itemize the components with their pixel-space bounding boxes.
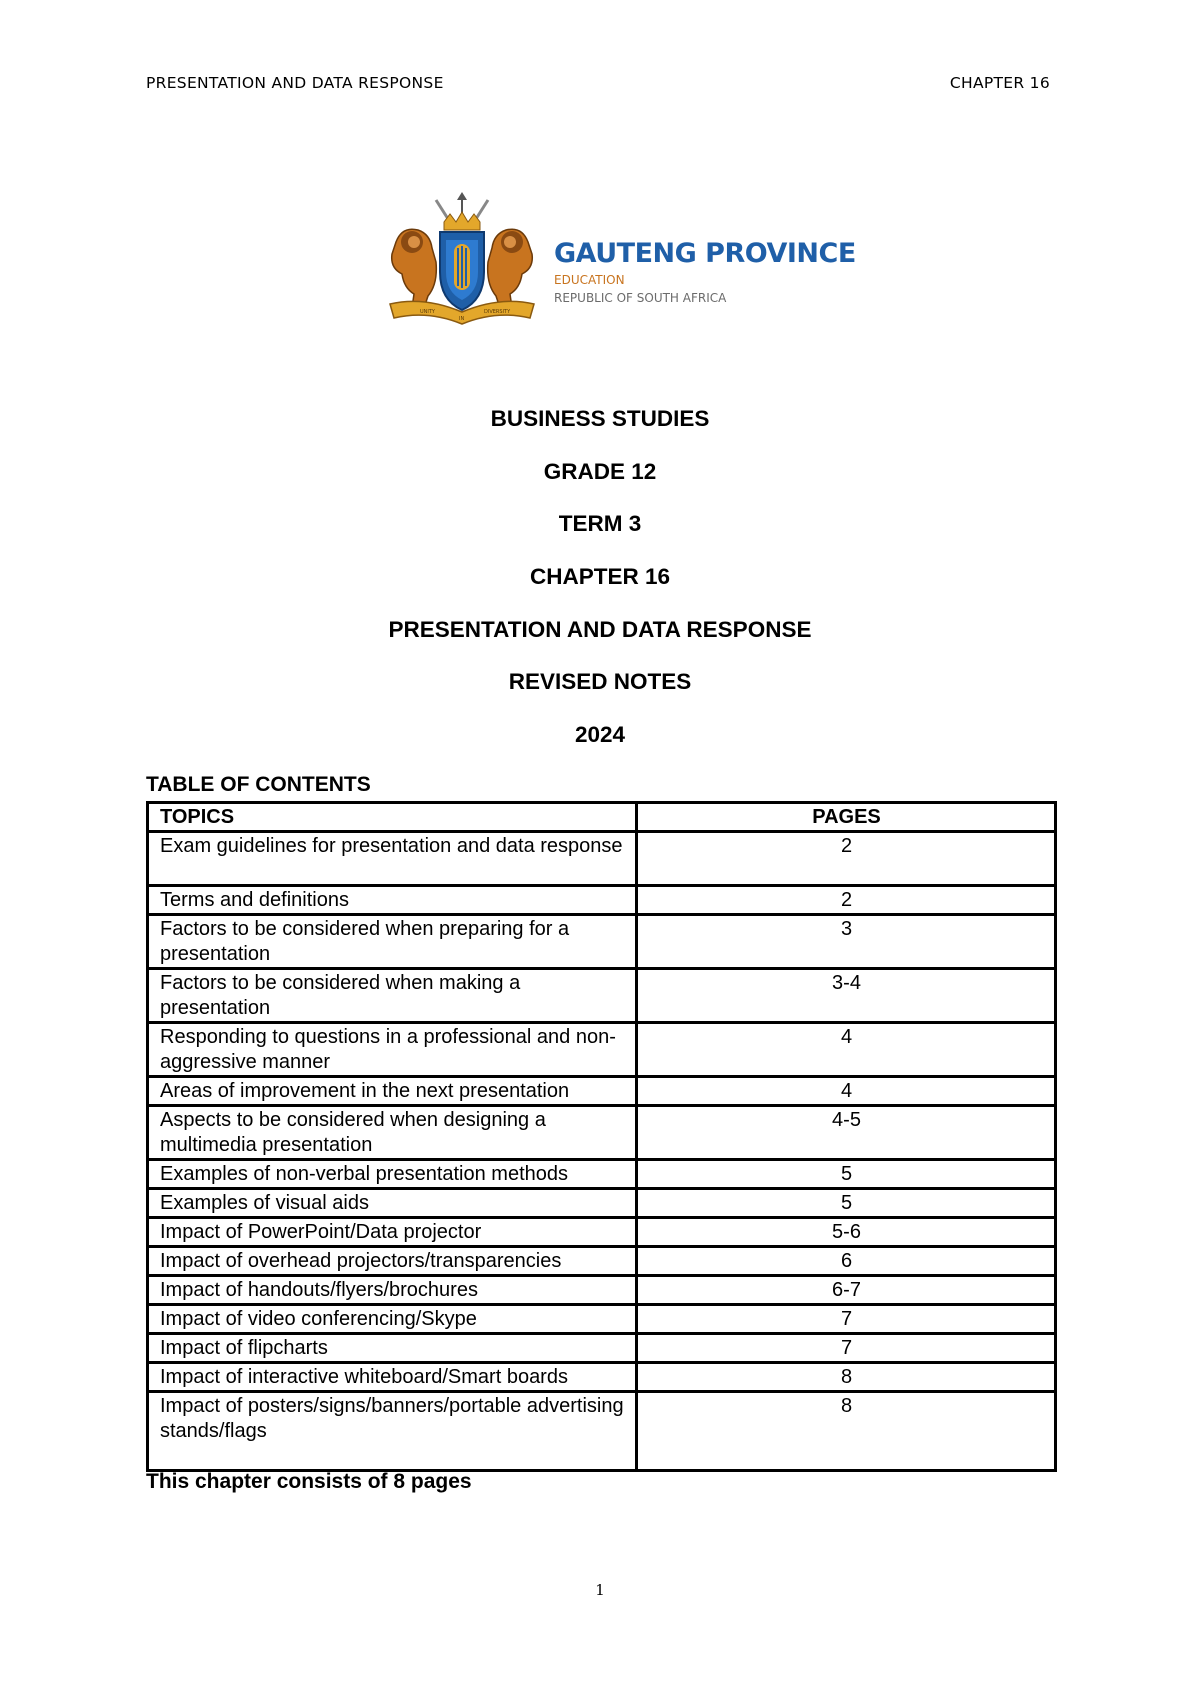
toc-topic: Terms and definitions [148, 886, 637, 915]
toc-topic: Impact of video conferencing/Skype [148, 1305, 637, 1334]
table-row [148, 1077, 1056, 1106]
table-row [148, 1247, 1056, 1276]
header-chapter: CHAPTER 16 [949, 74, 1050, 92]
motto-right: DIVERSITY [484, 309, 511, 315]
pages-column-header: PAGES [637, 803, 1056, 832]
toc-pages: 4 [637, 1077, 1056, 1106]
page-number: 1 [595, 1581, 605, 1599]
toc-pages: 4-5 [637, 1106, 1056, 1160]
table-row [148, 886, 1056, 915]
table-row [148, 1160, 1056, 1189]
toc-pages: 3-4 [637, 969, 1056, 1023]
toc-topic: Impact of PowerPoint/Data projector [148, 1218, 637, 1247]
table-row [148, 832, 1056, 886]
table-row [148, 1189, 1056, 1218]
toc-pages: 2 [637, 832, 1056, 886]
chapter-title: CHAPTER 16 [529, 564, 671, 590]
toc-topic: Impact of handouts/flyers/brochures [148, 1276, 637, 1305]
table-row [148, 1334, 1056, 1363]
page-header [146, 74, 1054, 98]
table-row [148, 1392, 1056, 1471]
header-title: PRESENTATION AND DATA RESPONSE [146, 74, 444, 92]
table-row [148, 1106, 1056, 1160]
year-title: 2024 [574, 722, 626, 748]
toc-topic: Aspects to be considered when designing a multimedia presentation [148, 1106, 637, 1160]
toc-pages: 6-7 [637, 1276, 1056, 1305]
table-row [148, 1218, 1056, 1247]
toc-pages: 8 [637, 1392, 1056, 1471]
logo-name: GAUTENG PROVINCE [554, 238, 856, 269]
table-row [148, 1363, 1056, 1392]
toc-table [146, 801, 1057, 1472]
notes-title: REVISED NOTES [508, 669, 692, 695]
toc-topic: Impact of overhead projectors/transparencies [148, 1247, 637, 1276]
toc-topic: Examples of non-verbal presentation methods [148, 1160, 637, 1189]
gauteng-logo [384, 192, 856, 327]
toc-pages: 6 [637, 1247, 1056, 1276]
coat-of-arms-icon [384, 192, 856, 327]
toc-pages: 7 [637, 1305, 1056, 1334]
table-row [148, 1276, 1056, 1305]
motto-left: UNITY [420, 309, 435, 315]
toc-header-row [148, 803, 1056, 832]
term-title: TERM 3 [558, 511, 642, 537]
subject-title: BUSINESS STUDIES [490, 406, 710, 431]
topic-title: PRESENTATION AND DATA RESPONSE [388, 616, 812, 642]
toc-topic: Factors to be considered when preparing for a presentation [148, 915, 637, 969]
table-row [148, 1305, 1056, 1334]
toc-pages: 5 [637, 1160, 1056, 1189]
toc-topic: Exam guidelines for presentation and data response [148, 832, 637, 886]
toc-topic: Impact of interactive whiteboard/Smart boards [148, 1363, 637, 1392]
toc-pages: 3 [637, 915, 1056, 969]
grade-title: GRADE 12 [543, 458, 657, 484]
chapter-page-count-note: This chapter consists of 8 pages [146, 1470, 472, 1493]
toc-topic: Examples of visual aids [148, 1189, 637, 1218]
toc-pages: 4 [637, 1023, 1056, 1077]
toc-topic: Factors to be considered when making a presentation [148, 969, 637, 1023]
table-row [148, 1023, 1056, 1077]
logo-line2: REPUBLIC OF SOUTH AFRICA [554, 291, 727, 305]
table-row [148, 915, 1056, 969]
toc-pages: 2 [637, 886, 1056, 915]
toc-pages: 5 [637, 1189, 1056, 1218]
toc-pages: 7 [637, 1334, 1056, 1363]
toc-topic: Areas of improvement in the next presentation [148, 1077, 637, 1106]
logo-line1: EDUCATION [554, 273, 625, 287]
toc-heading: TABLE OF CONTENTS [146, 773, 371, 796]
toc-topic: Impact of flipcharts [148, 1334, 637, 1363]
toc-topic: Responding to questions in a professional and non-aggressive manner [148, 1023, 637, 1077]
toc-pages: 8 [637, 1363, 1056, 1392]
toc-topic: Impact of posters/signs/banners/portable advertising stands/flags [148, 1392, 637, 1471]
table-row [148, 969, 1056, 1023]
topics-column-header: TOPICS [148, 803, 637, 832]
cover-titles [0, 405, 1200, 774]
motto-center: IN [459, 316, 465, 322]
toc-pages: 5-6 [637, 1218, 1056, 1247]
